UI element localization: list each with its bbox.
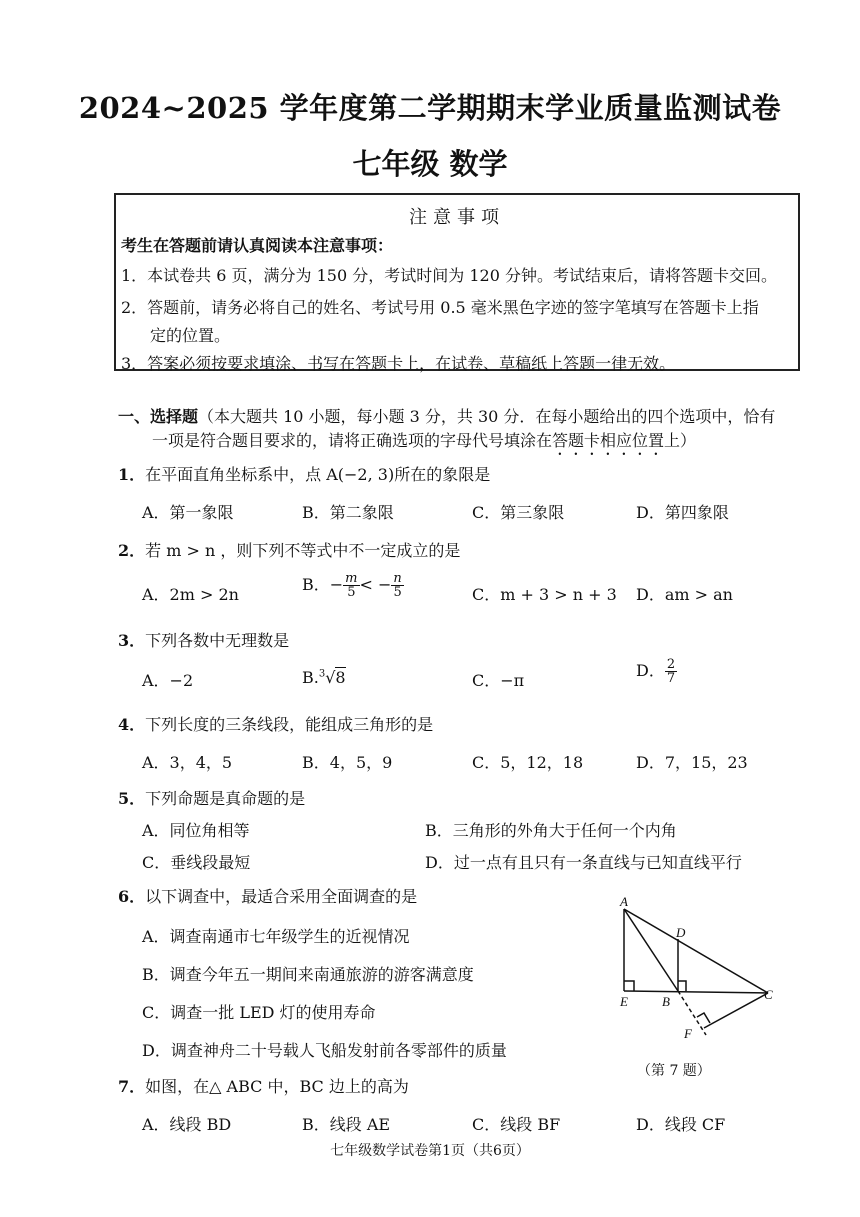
label-b: B bbox=[662, 994, 670, 1009]
label-f: F bbox=[684, 1026, 692, 1041]
right-angle-f bbox=[697, 1013, 710, 1023]
section-desc-2a: 一项是符合题目要求的，请将正确选项的字母代号填涂在 bbox=[152, 431, 553, 450]
q5-option-a: A．同位角相等 bbox=[142, 821, 250, 840]
q3-option-d bbox=[636, 658, 677, 685]
notice-intro: 考生在答题前请认真阅读本注意事项： bbox=[121, 236, 394, 255]
radical-index: 3 bbox=[318, 668, 326, 680]
fraction-denominator: 5 bbox=[393, 585, 402, 600]
q2-option-b bbox=[302, 572, 404, 599]
question-stem: 以下调查中，最适合采用全面调查的是 bbox=[145, 887, 418, 906]
radical-sign: √ bbox=[325, 668, 336, 687]
q4-option-b: B．4，5，9 bbox=[302, 753, 393, 772]
q4-option-a: A．3，4，5 bbox=[142, 753, 233, 772]
question-2 bbox=[118, 538, 460, 561]
q7-option-b: B．线段 AE bbox=[302, 1115, 391, 1134]
q2-b-mid: < − bbox=[359, 575, 392, 594]
q4-option-d: D．7，15，23 bbox=[636, 753, 748, 772]
notice-item-2-cont: 定的位置。 bbox=[150, 326, 231, 345]
q3-d-prefix: D． bbox=[636, 661, 665, 680]
q2-option-d: D．am > an bbox=[636, 585, 733, 604]
section-desc-emphasis: 答题卡相应位置 bbox=[552, 431, 665, 450]
question-number: 7． bbox=[118, 1077, 146, 1096]
notice-item-3: 3．答案必须按要求填涂、书写在答题卡上，在试卷、草稿纸上答题一律无效。 bbox=[121, 354, 676, 373]
question-number: 1． bbox=[118, 465, 146, 484]
label-d: D bbox=[676, 925, 686, 940]
q7-option-d: D．线段 CF bbox=[636, 1115, 726, 1134]
section-desc-line2 bbox=[152, 428, 696, 459]
question-6 bbox=[118, 884, 417, 907]
q2-option-c: C．m + 3 > n + 3 bbox=[472, 585, 617, 604]
q1-option-c: C．第三象限 bbox=[472, 503, 565, 522]
q3-option-b bbox=[302, 668, 346, 687]
fraction-numerator: n bbox=[393, 571, 402, 586]
notice-title: 注意事项 bbox=[409, 207, 505, 228]
question-number: 6． bbox=[118, 887, 146, 906]
figure-caption: （第 7 题） bbox=[637, 1063, 711, 1079]
q3-b-prefix: B. bbox=[302, 668, 319, 687]
q3-option-a: A．−2 bbox=[142, 671, 194, 690]
section-desc-1: （本大题共 10 小题，每小题 3 分，共 30 分．在每小题给出的四个选项中，恰有 bbox=[198, 407, 776, 426]
question-stem: 下列各数中无理数是 bbox=[145, 631, 290, 650]
q3-option-c: C．−π bbox=[472, 671, 525, 690]
segment-ac bbox=[624, 909, 768, 993]
fraction-denominator: 7 bbox=[666, 671, 676, 686]
fraction bbox=[391, 572, 403, 599]
notice-item-1: 1．本试卷共 6 页，满分为 150 分，考试时间为 120 分钟。考试结束后，请将答题卡交回。 bbox=[121, 266, 777, 285]
segment-bf-dashed bbox=[678, 991, 706, 1035]
q6-option-c: C．调查一批 LED 灯的使用寿命 bbox=[142, 1003, 376, 1022]
exam-title: 2024~2025 学年度第二学期期末学业质量监测试卷 bbox=[78, 91, 782, 125]
question-stem: 如图，在△ ABC 中，BC 边上的高为 bbox=[145, 1077, 409, 1096]
q7-option-c: C．线段 BF bbox=[472, 1115, 561, 1134]
right-angle-e bbox=[624, 981, 634, 991]
question-number: 3． bbox=[118, 631, 146, 650]
q1-option-d: D．第四象限 bbox=[636, 503, 729, 522]
fraction-numerator: m bbox=[345, 571, 358, 586]
q4-option-c: C．5，12，18 bbox=[472, 753, 584, 772]
radicand: 8 bbox=[335, 668, 346, 687]
triangle-figure bbox=[600, 895, 800, 1045]
q6-option-b: B．调查今年五一期间来南通旅游的游客满意度 bbox=[142, 965, 474, 984]
fraction-denominator: 5 bbox=[347, 585, 356, 600]
question-stem: 下列命题是真命题的是 bbox=[145, 789, 306, 808]
q1-option-a: A．第一象限 bbox=[142, 503, 234, 522]
fraction-numerator: 2 bbox=[666, 657, 676, 672]
section-desc-2c: 上） bbox=[664, 431, 697, 450]
section-label: 一、选择题 bbox=[118, 407, 199, 426]
question-1 bbox=[118, 462, 490, 485]
q1-option-b: B．第二象限 bbox=[302, 503, 394, 522]
question-3 bbox=[118, 628, 289, 651]
question-stem: 在平面直角坐标系中，点 A(−2, 3)所在的象限是 bbox=[145, 465, 491, 484]
q7-option-a: A．线段 BD bbox=[142, 1115, 232, 1134]
segment-cf bbox=[704, 993, 768, 1028]
question-stem: 下列长度的三条线段，能组成三角形的是 bbox=[145, 715, 434, 734]
question-4 bbox=[118, 712, 433, 735]
exam-subtitle: 七年级 数学 bbox=[352, 147, 508, 181]
fraction bbox=[665, 658, 677, 685]
notice-box bbox=[114, 193, 800, 371]
label-e: E bbox=[620, 994, 628, 1009]
right-angle-bd bbox=[678, 981, 686, 991]
question-number: 5． bbox=[118, 789, 146, 808]
q5-option-b: B．三角形的外角大于任何一个内角 bbox=[425, 821, 677, 840]
segment-ec bbox=[624, 991, 768, 993]
q6-option-d: D．调查神舟二十号载人飞船发射前各零部件的质量 bbox=[142, 1041, 507, 1060]
question-number: 4． bbox=[118, 715, 146, 734]
question-7 bbox=[118, 1074, 409, 1097]
q6-option-a: A．调查南通市七年级学生的近视情况 bbox=[142, 927, 410, 946]
q2-option-a: A．2m > 2n bbox=[142, 585, 239, 604]
q5-option-c: C．垂线段最短 bbox=[142, 853, 251, 872]
section-header bbox=[118, 404, 775, 427]
label-a: A bbox=[620, 895, 628, 909]
notice-item-2: 2．答题前，请务必将自己的姓名、考试号用 0.5 毫米黑色字迹的签字笔填写在答题卡上指 bbox=[121, 298, 759, 317]
label-c: C bbox=[764, 987, 773, 1002]
question-5 bbox=[118, 786, 305, 809]
segment-ab bbox=[624, 909, 678, 991]
page-footer: 七年级数学试卷第1页（共6页） bbox=[330, 1143, 530, 1159]
q2-b-prefix: B．− bbox=[302, 575, 344, 594]
fraction bbox=[343, 572, 359, 599]
q5-option-d: D．过一点有且只有一条直线与已知直线平行 bbox=[425, 853, 742, 872]
question-stem: 若 m > n ，则下列不等式中不一定成立的是 bbox=[145, 541, 461, 560]
question-number: 2． bbox=[118, 541, 146, 560]
